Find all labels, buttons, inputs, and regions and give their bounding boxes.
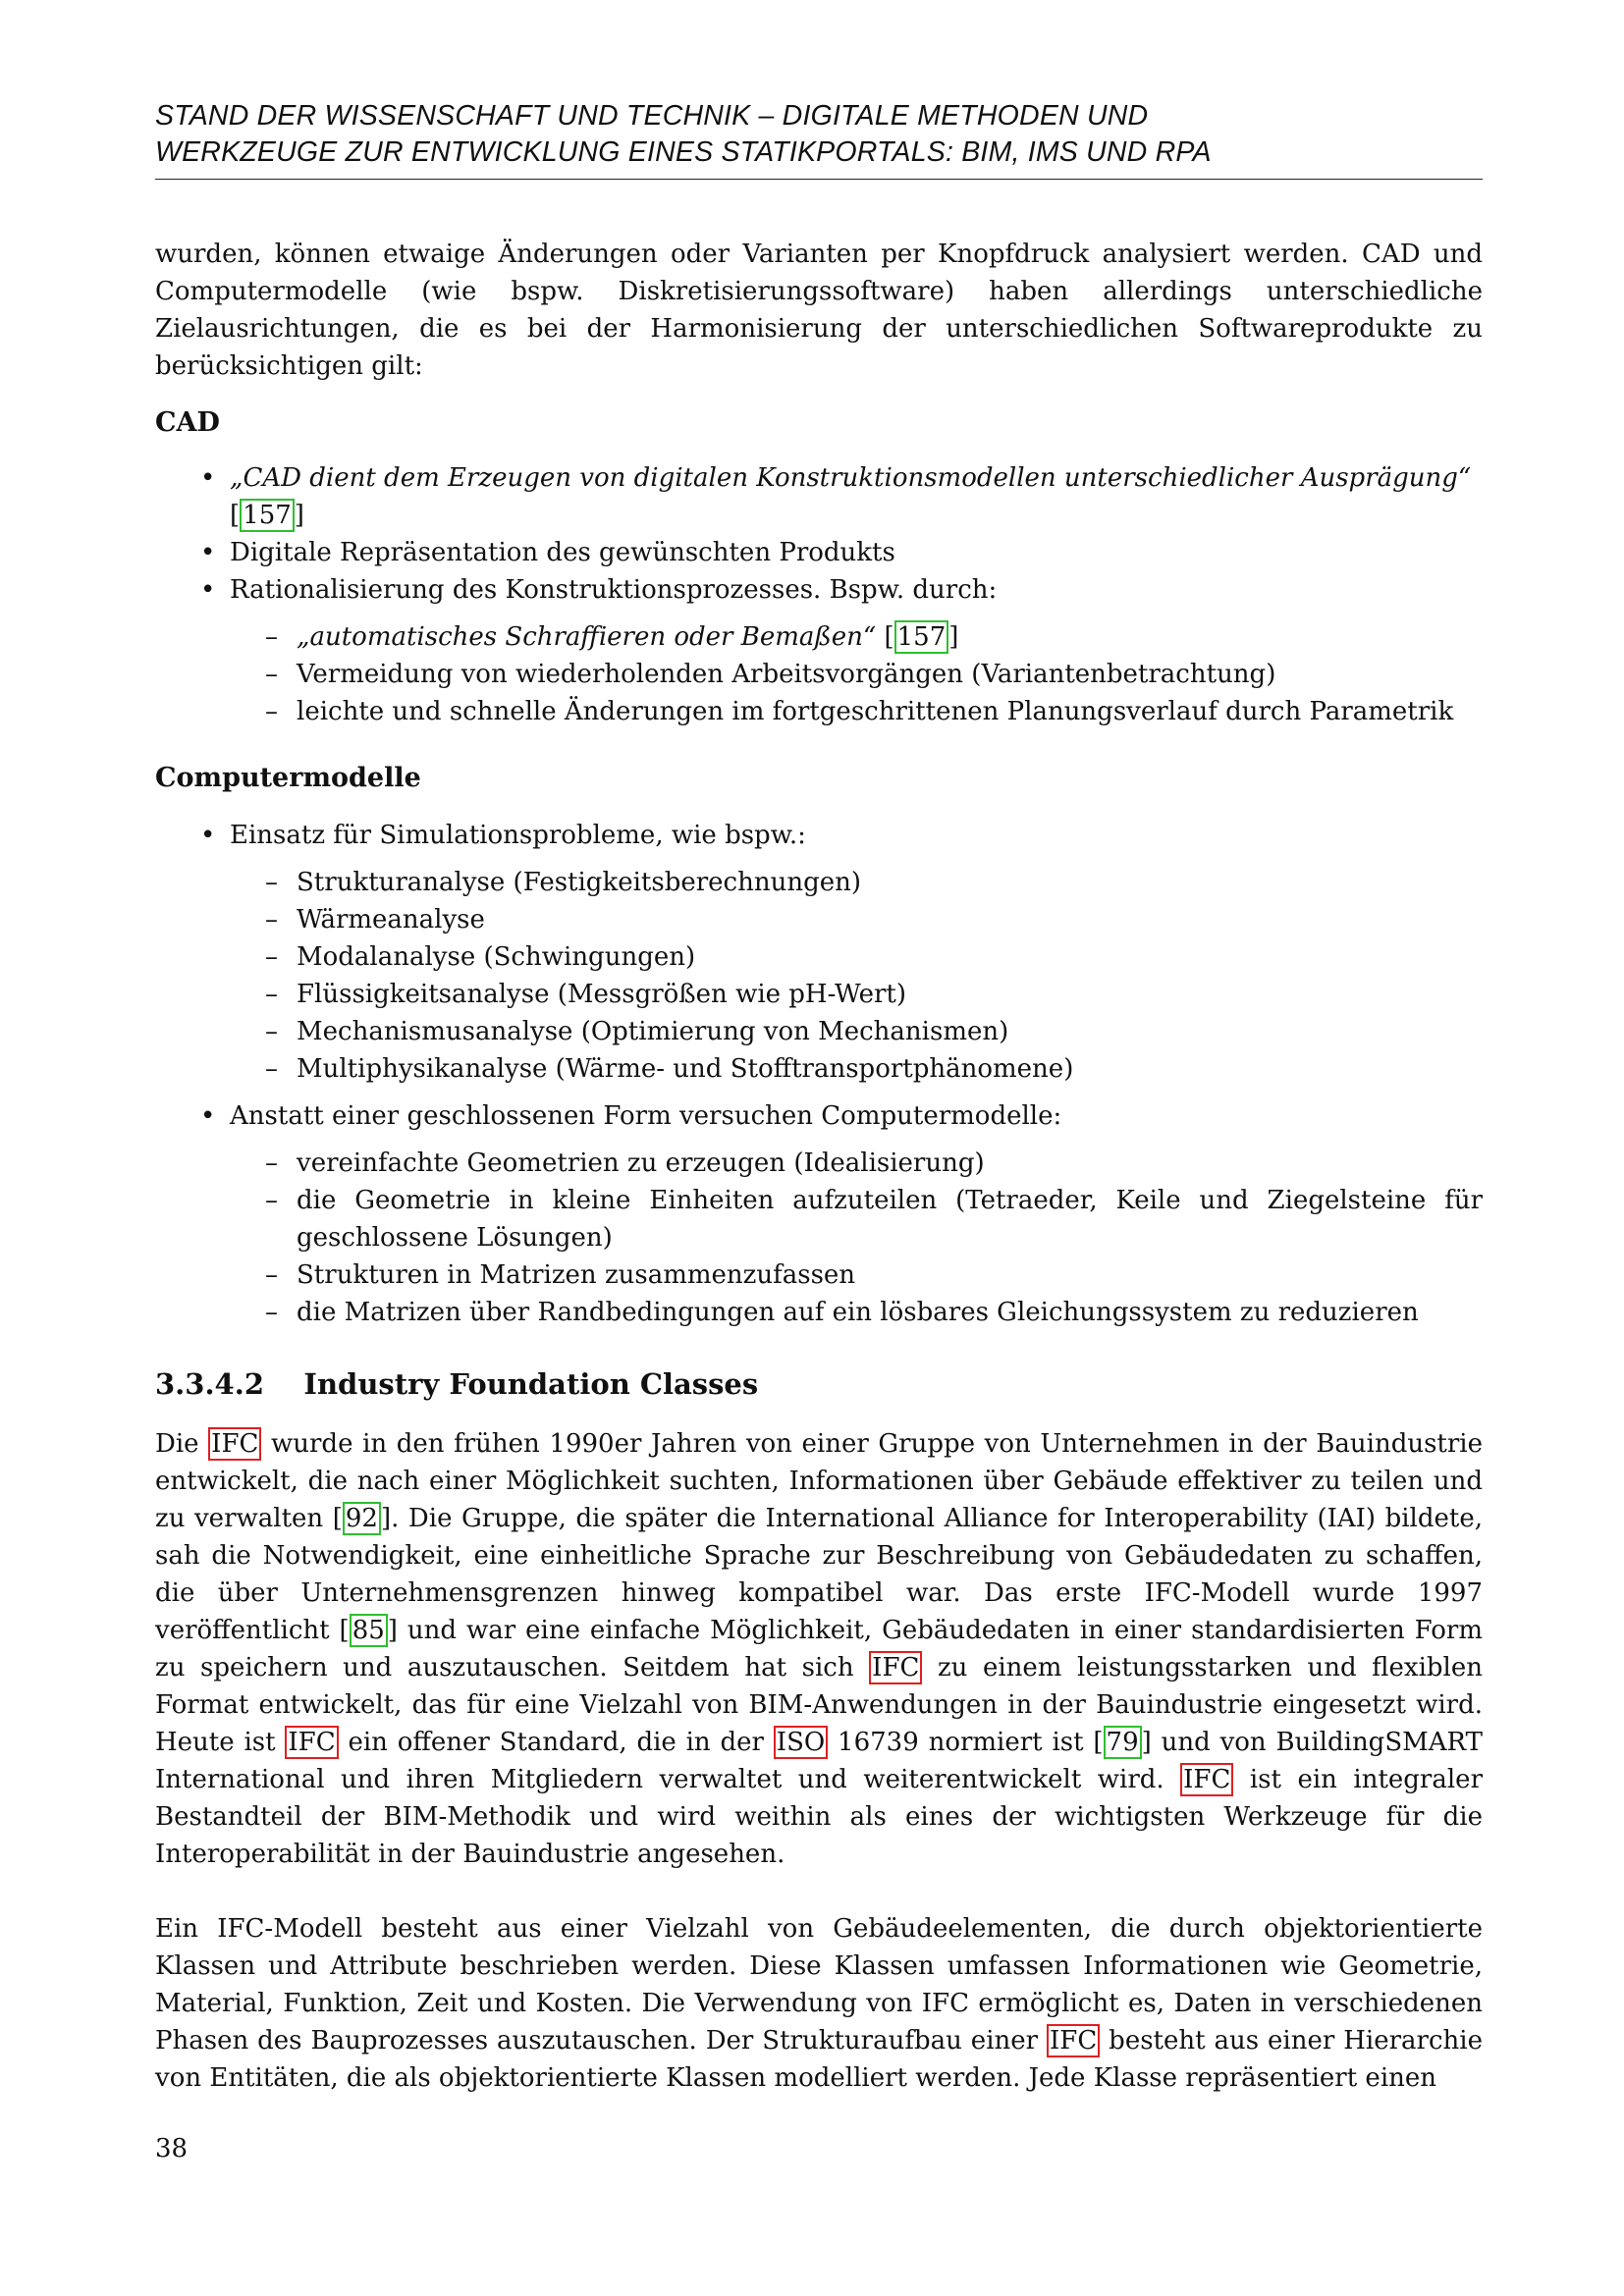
sublist-item — [155, 1145, 1483, 1182]
cad-heading: CAD — [155, 407, 220, 438]
cad-list — [155, 459, 1483, 730]
dash-icon: – — [265, 660, 278, 689]
intro-paragraph: wurden, können etwaige Änderungen oder Varianten per Knopfdruck analysiert werden. CAD und Computermodelle (wie bspw. Diskretisierungssoftware) haben allerdings unterschiedliche Zielausrichtungen, die es bei der Harmonisierung der unterschiedlichen Softwareprodukte zu berücksichtigen gilt: — [155, 240, 1483, 381]
sublist-item-text: die Geometrie in kleine Einheiten aufzuteilen (Tetraeder, Keile und Ziegelsteine für geschlossene Lösungen) — [297, 1186, 1483, 1253]
ifc-history-paragraph: Die IFC wurde in den frühen 1990er Jahren von einer Gruppe von Unternehmen in der Bauindustrie entwickelt, die nach einer Möglichkeit suchten, Informationen über Gebäude effektiver zu teilen und zu verwalten [ 92 ]. Die Gruppe, die später die International Alliance for Interoperability (IAI) bildete, sah die Notwendigkeit, eine einheitliche Sprache zur Beschreibung von Gebäudedaten zu schaffen, die über Unternehmensgrenzen hinweg kompatibel war. Das erste IFC-Modell wurde 1997 veröffentlicht [ 85 ] und war eine einfache Möglichkeit, Gebäudedaten in einer standardisierten Form zu speichern und auszutauschen. Seitdem hat sich IFC zu einem leistungsstarken und flexiblen Format entwickelt, das für eine Vielzahl von BIM-Anwendungen in der Bauindustrie eingesetzt wird. Heute ist IFC ein offener Standard, die in der ISO 16739 normiert ist [ 79 ] und von BuildingSMART International und ihren Mitgliedern verwaltet und weiterentwickelt wird. IFC ist ein integraler Bestandteil der BIM-Methodik und wird weithin als eines der wichtigsten Werkzeuge für die Interoperabilität in der Bauindustrie angesehen. — [155, 1429, 1483, 1869]
glossary-link-ifc[interactable]: IFC — [208, 1427, 261, 1461]
header-rule — [155, 179, 1483, 180]
glossary-link-ifc[interactable]: IFC — [1180, 1763, 1233, 1796]
text-run: Die — [155, 1429, 209, 1459]
list-item — [155, 1097, 1483, 1331]
quote-text: „automatisches Schraffieren oder Bemaßen“ — [297, 622, 877, 652]
text-run: . Die Gruppe, die später die International Alliance for Interoperability (IAI) bildete, sah die Notwendigkeit, eine einheitliche Sprache zur Beschreibung von Gebäudedaten zu schaffen, die über Unternehmensgrenzen hinweg kompatibel war. Das erste IFC-Modell wurde 1997 veröffentlicht — [155, 1504, 1483, 1645]
section-heading — [155, 1364, 1483, 1404]
sublist-item-text: die Matrizen über Randbedingungen auf ein lösbares Gleichungssystem zu reduzieren — [297, 1298, 1419, 1327]
approach-sublist — [230, 1145, 1483, 1331]
sublist-item-text: Multiphysikanalyse (Wärme- und Stofftransportphänomene) — [297, 1054, 1074, 1084]
list-item-text: Einsatz für Simulationsprobleme, wie bspw.: — [230, 821, 806, 850]
text-run: ein offener Standard, die in der — [338, 1728, 774, 1757]
section-number: 3.3.4.2 — [155, 1367, 265, 1401]
running-header-line-1: STAND DER WISSENSCHAFT UND TECHNIK – DIGITALE METHODEN UND — [155, 100, 1149, 132]
dash-icon: – — [265, 942, 278, 972]
sublist-item — [155, 693, 1483, 730]
sublist-item-text: leichte und schnelle Änderungen im fortgeschrittenen Planungsverlauf durch Parametrik — [297, 697, 1454, 726]
sublist-item-text: Strukturanalyse (Festigkeitsberechnungen) — [297, 868, 862, 897]
dash-icon: – — [265, 1260, 278, 1290]
sublist-item — [155, 1294, 1483, 1331]
bullet-icon: • — [200, 821, 216, 850]
computermodelle-heading: Computermodelle — [155, 763, 421, 793]
list-item-text: Anstatt einer geschlossenen Form versuchen Computermodelle: — [230, 1101, 1062, 1131]
sublist-item — [155, 938, 1483, 976]
text-run: Ein IFC-Modell besteht aus einer Vielzahl von Gebäudeelementen, die durch objektorientierte Klassen und Attribute beschrieben werden. Diese Klassen umfassen Informationen wie Geometrie, Material, Funktion, Zeit und Kosten. Die Verwendung von IFC ermöglicht es, Daten in verschiedenen Phasen des Bauprozesses auszutauschen. Der Strukturaufbau einer — [155, 1914, 1483, 2056]
section-title: Industry Foundation Classes — [303, 1367, 759, 1401]
simulation-sublist — [230, 864, 1483, 1088]
list-item — [155, 534, 1483, 571]
sublist-item — [155, 1256, 1483, 1294]
page-number: 38 — [155, 2134, 189, 2163]
list-item: • „CAD dient dem Erzeugen von digitalen Konstruktionsmodellen unterschiedlicher Ausprägung“ [ 157 ] — [155, 459, 1483, 534]
text-run: ist ein integraler Bestandteil der BIM-Methodik und wird weithin als eines der wichtigsten Werkzeuge für die Interoperabilität in der Bauindustrie angesehen. — [155, 1765, 1483, 1869]
dash-icon: – — [265, 905, 278, 934]
dash-icon: – — [265, 1054, 278, 1084]
dash-icon: – — [265, 697, 278, 726]
bullet-icon: • — [200, 575, 216, 605]
running-header-line-2: WERKZEUGE ZUR ENTWICKLUNG EINES STATIKPORTALS: BIM, IMS UND RPA — [155, 136, 1212, 168]
list-item — [155, 817, 1483, 1088]
sublist-item — [155, 976, 1483, 1013]
computermodelle-list — [155, 817, 1483, 1331]
citation-link[interactable]: 79 — [1104, 1726, 1142, 1759]
sublist-item-text: Strukturen in Matrizen zusammenzufassen — [297, 1260, 856, 1290]
dash-icon: – — [265, 980, 278, 1009]
text-run: wurde in den frühen 1990er Jahren von einer Gruppe von Unternehmen in der Bauindustrie entwickelt, die nach einer Möglichkeit suchten, Informationen über Gebäude effektiver zu teilen und zu verwalten — [155, 1429, 1483, 1533]
sublist-item-text: Vermeidung von wiederholenden Arbeitsvorgängen (Variantenbetrachtung) — [297, 660, 1276, 689]
glossary-link-ifc[interactable]: IFC — [285, 1726, 338, 1759]
glossary-link-ifc[interactable]: IFC — [869, 1651, 922, 1684]
sublist-item — [155, 1013, 1483, 1050]
citation-link[interactable]: 157 — [894, 620, 949, 654]
dash-icon: – — [265, 1186, 278, 1215]
text-run: 16739 normiert ist — [828, 1728, 1094, 1757]
cad-sublist — [230, 618, 1483, 730]
sublist-item-text: Flüssigkeitsanalyse (Messgrößen wie pH-Wert) — [297, 980, 906, 1009]
list-item — [155, 571, 1483, 730]
sublist-item-text: Mechanismusanalyse (Optimierung von Mechanismen) — [297, 1017, 1009, 1046]
dash-icon: – — [265, 1298, 278, 1327]
sublist-item — [155, 1050, 1483, 1088]
sublist-item — [155, 864, 1483, 901]
sublist-item — [155, 901, 1483, 938]
citation-link[interactable]: 92 — [343, 1502, 381, 1535]
sublist-item — [155, 1182, 1483, 1256]
dash-icon: – — [265, 868, 278, 897]
text-run: und war eine einfache Möglichkeit, Gebäudedaten in einer standardisierten Form zu speichern und auszutauschen. Seitdem hat sich — [155, 1616, 1483, 1682]
quote-text: „CAD dient dem Erzeugen von digitalen Konstruktionsmodellen unterschiedlicher Ausprägung“ — [230, 463, 1472, 493]
text-run: besteht aus einer Hierarchie von Entitäten, die als objektorientierte Klassen modelliert werden. Jede Klasse repräsentiert einen — [155, 2026, 1483, 2093]
bullet-icon: • — [200, 1101, 216, 1131]
dash-icon: – — [265, 1017, 278, 1046]
sublist-item-text: vereinfachte Geometrien zu erzeugen (Idealisierung) — [297, 1148, 985, 1178]
list-item-text: Digitale Repräsentation des gewünschten Produkts — [230, 538, 895, 567]
bullet-icon: • — [200, 463, 216, 493]
main-text — [155, 236, 1483, 2097]
paragraph-gap — [155, 1873, 1483, 1910]
sublist-item-text: Wärmeanalyse — [297, 905, 485, 934]
sublist-item — [155, 656, 1483, 693]
dash-icon: – — [265, 1148, 278, 1178]
bullet-icon: • — [200, 538, 216, 567]
glossary-link-ifc[interactable]: IFC — [1047, 2024, 1100, 2057]
citation-link[interactable]: 85 — [350, 1614, 388, 1647]
glossary-link-iso[interactable]: ISO — [774, 1726, 828, 1759]
dash-icon: – — [265, 622, 278, 652]
list-item-text: Rationalisierung des Konstruktionsprozesses. Bspw. durch: — [230, 575, 998, 605]
text-run: zu einem leistungsstarken und flexiblen Format entwickelt, das für eine Vielzahl von BIM-Anwendungen in der Bauindustrie eingesetzt wird. Heute ist — [155, 1653, 1483, 1757]
sublist-item-text: Modalanalyse (Schwingungen) — [297, 942, 696, 972]
citation-link[interactable]: 157 — [240, 499, 295, 532]
running-header — [155, 98, 1483, 171]
text-run: und von BuildingSMART International und ihren Mitgliedern verwaltet und weiterentwickelt wird. — [155, 1728, 1483, 1794]
sublist-item: – „automatisches Schraffieren oder Bemaßen“ [ 157 ] — [155, 618, 1483, 656]
ifc-model-paragraph — [155, 1910, 1483, 2097]
